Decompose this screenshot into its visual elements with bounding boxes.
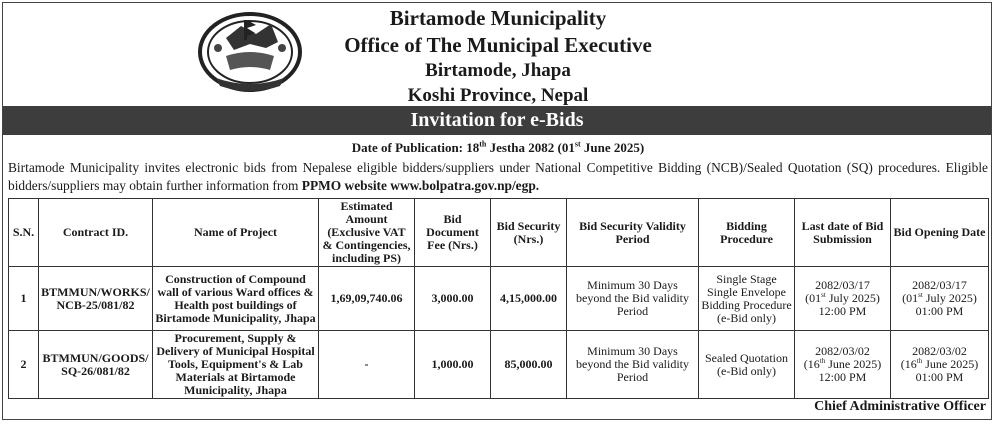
row-validity-period: Minimum 30 Days beyond the Bid validity Period (567, 267, 699, 331)
row-estimated-amount: 1,69,09,740.06 (319, 267, 415, 331)
col-document-fee: Bid Document Fee (Nrs.) (415, 199, 491, 267)
ppmo-link[interactable]: PPMO website www.bolpatra.gov.np/egp. (301, 178, 540, 193)
row-bidding-procedure: Single Stage Single Envelope Bidding Procedure (e-Bid only) (699, 267, 795, 331)
row-contract-id: BTMMUN/GOODS/ SQ-26/081/82 (39, 331, 153, 399)
bids-table (8, 198, 989, 399)
row-opening-date: 2082/03/17 (01st July 2025) 01:00 PM (891, 267, 989, 331)
province-line: Koshi Province, Nepal (407, 85, 589, 106)
row-estimated-amount: - (319, 331, 415, 399)
intro-paragraph: Birtamode Municipality invites electronic bids from Nepalese eligible bidders/suppliers under National Competitive Bidding (NCB)/Sealed Quotation (SQ) procedures. Eligible bidders/suppliers may obtain further information from PPMO website www.bolpatra.gov.np/egp. (8, 160, 988, 193)
row-document-fee: 3,000.00 (415, 267, 491, 331)
row-bidding-procedure: Sealed Quotation (e-Bid only) (699, 331, 795, 399)
row-opening-date: 2082/03/02 (16th June 2025) 01:00 PM (891, 331, 989, 399)
notice-banner: Invitation for e-Bids (3, 106, 991, 135)
office-name: Office of The Municipal Executive (344, 33, 652, 57)
row-project-name: Construction of Compound wall of various Ward offices & Health post buildings of Birtamode Municipality, Jhapa (153, 267, 319, 331)
col-opening-date: Bid Opening Date (891, 199, 989, 267)
col-bid-security: Bid Security (Nrs.) (491, 199, 567, 267)
row-bid-security: 4,15,000.00 (491, 267, 567, 331)
col-project-name: Name of Project (153, 199, 319, 267)
col-validity-period: Bid Security Validity Period (567, 199, 699, 267)
table-header-row (9, 199, 989, 267)
table-row (9, 331, 989, 399)
signature-title: Chief Administrative Officer (814, 399, 986, 414)
col-last-date: Last date of Bid Submission (795, 199, 891, 267)
row-last-date: 2082/03/02 (16th June 2025) 12:00 PM (795, 331, 891, 399)
location-line: Birtamode, Jhapa (425, 60, 571, 81)
table-row (9, 267, 989, 331)
row-bid-security: 85,000.00 (491, 331, 567, 399)
col-sn: S.N. (9, 199, 39, 267)
publication-date: Date of Publication: 18th Jestha 2082 (01st June 2025) (351, 139, 645, 155)
row-last-date: 2082/03/17 (01st July 2025) 12:00 PM (795, 267, 891, 331)
municipality-name: Birtamode Municipality (389, 6, 607, 30)
row-document-fee: 1,000.00 (415, 331, 491, 399)
row-project-name: Procurement, Supply & Delivery of Municipal Hospital Tools, Equipment's & Lab Materials at Birtamode Municipality, Jhapa (153, 331, 319, 399)
row-validity-period: Minimum 30 Days beyond the Bid validity Period (567, 331, 699, 399)
row-sn: 1 (9, 267, 39, 331)
col-estimated-amount: Estimated Amount (Exclusive VAT & Contingencies, including PS) (319, 199, 415, 267)
row-sn: 2 (9, 331, 39, 399)
row-contract-id: BTMMUN/WORKS/ NCB-25/081/82 (39, 267, 153, 331)
col-bidding-procedure: Bidding Procedure (699, 199, 795, 267)
col-contract-id: Contract ID. (39, 199, 153, 267)
